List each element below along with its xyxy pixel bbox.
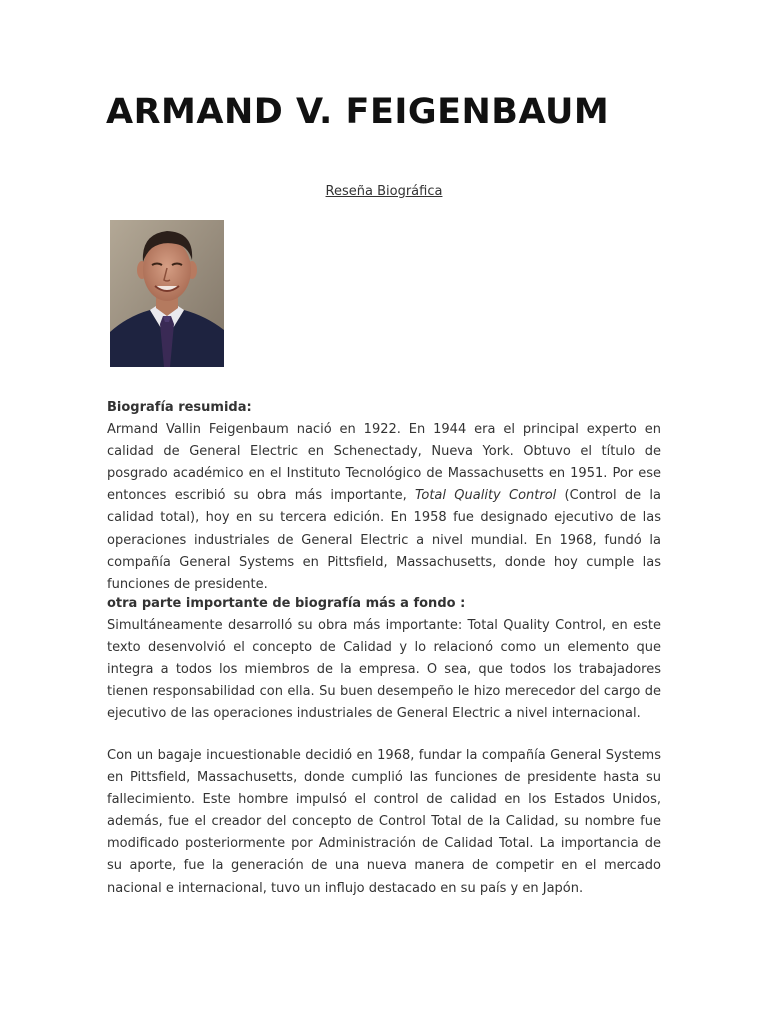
section-paragraph xyxy=(107,419,661,596)
subtitle: Reseña Biográfica xyxy=(325,184,443,199)
section-legado xyxy=(107,745,661,900)
section-paragraph: Simultáneamente desarrolló su obra más importante: Total Quality Control, en este texto desenvolvió el concepto de Calidad y lo relacionó como un elemento que integra a todos los miembros de la empresa. O sea, que todos los trabajadores tienen responsabilidad con ella. Su buen desempeño le hizo merecedor del cargo de ejecutivo de las operaciones industriales de General Electric a nivel internacional. xyxy=(107,618,661,722)
paragraph-text: Armand Vallin Feigenbaum nació en 1922. En 1944 era el principal experto en calidad de General Electric en Schenectady, Nueva York. Obtuvo el título de posgrado académico en el Instituto Tecnológico de Massachusetts en 1951. Por ese entonces escribió su obra más importante, xyxy=(107,422,661,504)
section-biografia-a-fondo xyxy=(107,593,661,726)
portrait-photo xyxy=(110,220,224,367)
section-paragraph: Con un bagaje incuestionable decidió en 1968, fundar la compañía General Systems en Pittsfield, Massachusetts, donde cumplió las funciones de presidente hasta su fallecimiento. Este hombre impulsó el control de calidad en los Estados Unidos, además, fue el creador del concepto de Control Total de la Calidad, su nombre fue modificado posteriormente por Administración de Calidad Total. La importancia de su aporte, fue la generación de una nueva manera de competir en el mercado nacional e internacional, tuvo un influjo destacado en su país y en Japón. xyxy=(107,748,661,896)
page-title: ARMAND V. FEIGENBAUM xyxy=(106,92,610,132)
section-heading: Biografía resumida: xyxy=(107,400,252,415)
section-heading: otra parte importante de biografía más a fondo : xyxy=(107,596,466,611)
paragraph-text: (Control de la calidad total), hoy en su tercera edición. En 1958 fue designado ejecutivo de las operaciones industriales de General Electric a nivel mundial. En 1968, fundó la compañía General Systems en Pittsfield, Massachusetts, donde hoy cumple las funciones de presidente. xyxy=(107,488,661,592)
book-title: Total Quality Control xyxy=(415,488,557,504)
section-biografia-resumida xyxy=(107,397,661,596)
